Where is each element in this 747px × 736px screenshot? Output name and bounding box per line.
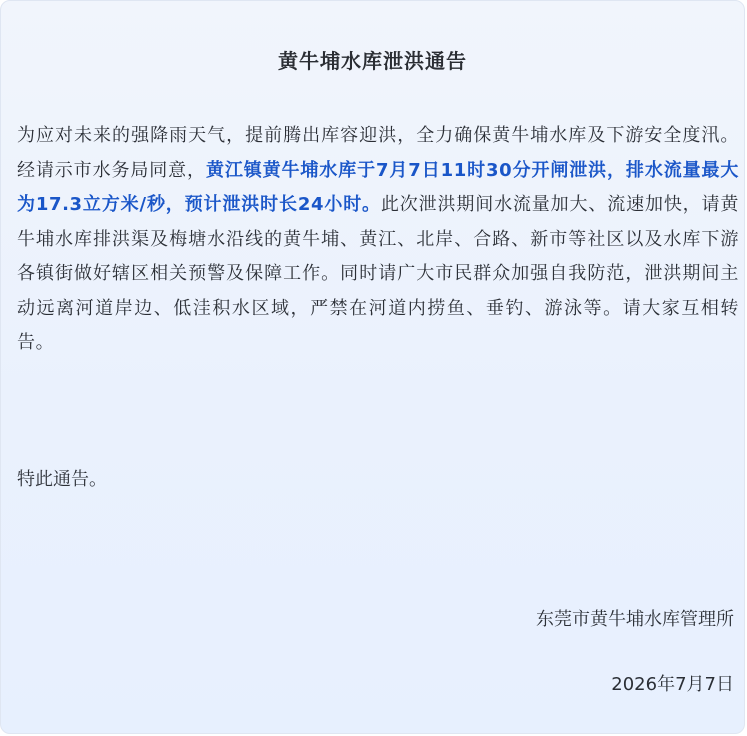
notice-closing: 特此通告。 [17, 469, 107, 490]
notice-body-details: 此次泄洪期间水流量加大、流速加快，请黄牛埔水库排洪渠及梅塘水沿线的黄牛埔、黄江、北岸、合路、新市等社区以及水库下游各镇街做好辖区相关预警及保障工作。同时请广大市民群众加强自我防范，泄洪期间主动远离河道岸边、低洼积水区域，严禁在河道内捞鱼、垂钓、游泳等。请大家互相转告。 [17, 194, 739, 353]
notice-body-highlight: 黄江镇黄牛埔水库于7月7日11时30分开闸泄洪，排水流量最大为17.3立方米/秒，预计泄洪时长24小时。 [17, 159, 739, 215]
notice-date: 2026年7月7日 [611, 674, 734, 695]
notice-title: 黄牛埔水库泄洪通告 [278, 49, 467, 73]
notice-body [17, 119, 739, 361]
notice-issuer: 东莞市黄牛埔水库管理所 [536, 609, 734, 630]
notice-body-intro: 为应对未来的强降雨天气，提前腾出库容迎洪，全力确保黄牛埔水库及下游安全度汛。经请示市水务局同意， [17, 125, 739, 181]
